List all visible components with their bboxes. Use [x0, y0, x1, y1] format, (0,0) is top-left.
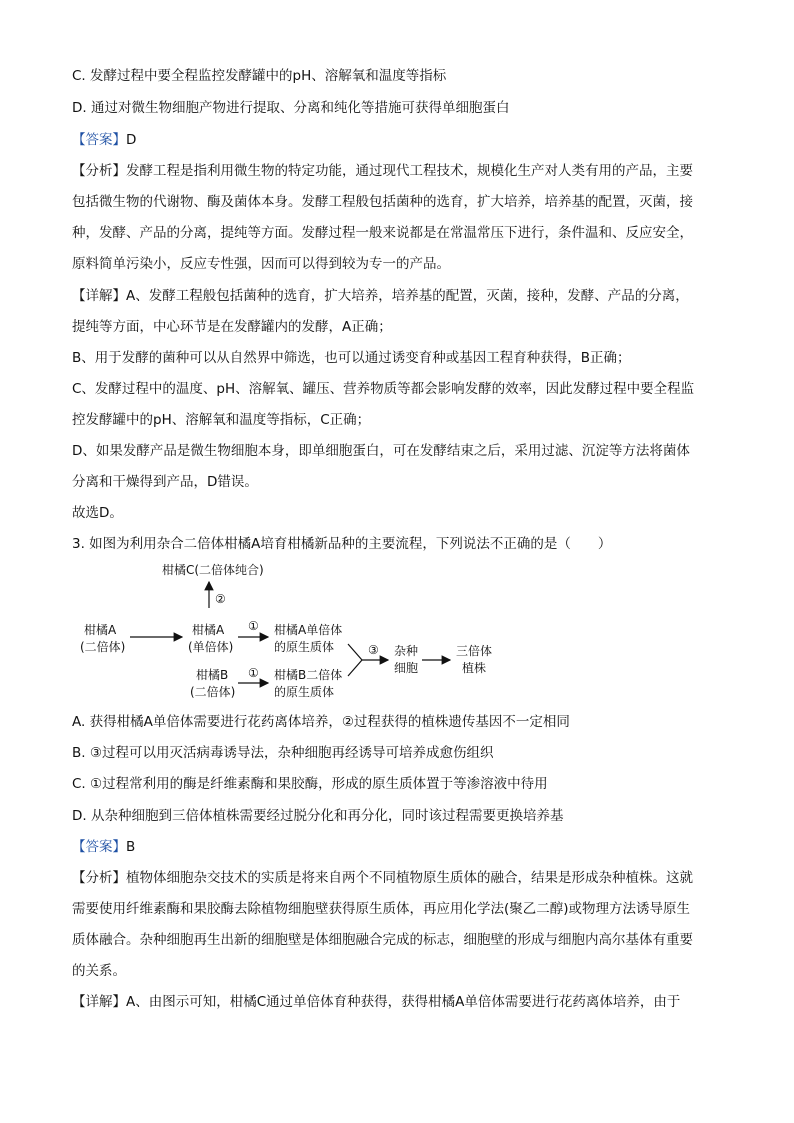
node-b-protoplast-line2: 的原生质体	[274, 685, 335, 699]
node-citrus-c: 柑橘C(二倍体纯合)	[162, 563, 264, 577]
analysis-line	[72, 161, 722, 181]
analysis-line	[72, 868, 722, 888]
fusion-bracket	[348, 644, 362, 676]
detail-line: 提纯等方面，中心环节是在发酵罐内的发酵，A正确；	[72, 319, 392, 335]
detail-line: D、如果发酵产品是微生物细胞本身，即单细胞蛋白，可在发酵结束之后，采用过滤、沉淀等方法将菌体	[72, 443, 690, 459]
conclusion-line: 故选D。	[72, 505, 123, 521]
node-b-protoplast-line1: 柑橘B二倍体	[274, 668, 343, 682]
option-a: A. 获得柑橘A单倍体需要进行花药离体培养，②过程获得的植株遗传基因不一定相同	[72, 714, 570, 730]
detail-line: C、发酵过程中的温度、pH、溶解氧、罐压、营养物质等都会影响发酵的效率，因此发酵过程中要全程监	[72, 381, 695, 397]
label-step-1-bottom: ①	[248, 666, 259, 680]
answer-tag: 【答案】	[72, 132, 126, 148]
node-citrus-b-line2: (二倍体)	[190, 685, 236, 699]
detail-text: A、发酵工程般包括菌种的选育，扩大培养，培养基的配置，灭菌，接种，发酵、产品的分离，	[126, 288, 689, 304]
label-step-2: ②	[215, 592, 226, 606]
analysis-tag: 【分析】	[72, 870, 126, 886]
analysis-line: 需要使用纤维素酶和果胶酶去除植物细胞壁获得原生质体，再应用化学法(聚乙二醇)或物理方法诱导原生	[72, 901, 691, 917]
detail-line	[72, 286, 722, 306]
analysis-text: 植物体细胞杂交技术的实质是将来自两个不同植物原生质体的融合，结果是形成杂种植株。这就	[126, 870, 693, 886]
answer-tag: 【答案】	[72, 839, 126, 855]
answer-value: B	[126, 839, 136, 855]
analysis-line: 质体融合。杂种细胞再生出新的细胞壁是体细胞融合完成的标志，细胞壁的形成与细胞内高尔基体有重要	[72, 932, 693, 948]
node-haploid-protoplast-line1: 柑橘A单倍体	[274, 623, 343, 637]
option-d-line: D. 通过对微生物细胞产物进行提取、分离和纯化等措施可获得单细胞蛋白	[72, 100, 510, 116]
analysis-line: 包括微生物的代谢物、酶及菌体本身。发酵工程般包括菌种的选育，扩大培养，培养基的配置，灭菌，接	[72, 194, 693, 210]
question-3: 3. 如图为利用杂合二倍体柑橘A培育柑橘新品种的主要流程，下列说法不正确的是（ ）	[72, 536, 612, 552]
analysis-line: 的关系。	[72, 963, 126, 979]
node-haploid-line1: 柑橘A	[192, 623, 225, 637]
detail-line	[72, 992, 722, 1012]
answer-line-2	[72, 837, 722, 857]
label-step-3: ③	[368, 643, 379, 657]
label-step-1-top: ①	[248, 619, 259, 633]
option-c-line: C. 发酵过程中要全程监控发酵罐中的pH、溶解氧和温度等指标	[72, 68, 447, 84]
answer-value: D	[126, 132, 137, 148]
analysis-line: 种，发酵、产品的分离，提纯等方面。发酵过程一般来说都是在常温常压下进行，条件温和、反应安全，	[72, 225, 693, 241]
flow-diagram	[70, 560, 530, 700]
detail-line: B、用于发酵的菌种可以从自然界中筛选，也可以通过诱变育种或基因工程育种获得，B正确；	[72, 350, 631, 366]
node-haploid-protoplast-line2: 的原生质体	[274, 640, 335, 654]
node-citrus-a-line2: (二倍体)	[80, 640, 126, 654]
node-hybrid-line1: 杂种	[394, 644, 419, 658]
analysis-tag: 【分析】	[72, 163, 126, 179]
detail-line: 分离和干燥得到产品，D错误。	[72, 474, 258, 490]
option-b: B. ③过程可以用灭活病毒诱导法，杂种细胞再经诱导可培养成愈伤组织	[72, 745, 494, 761]
answer-line-1	[72, 130, 722, 150]
node-citrus-b-line1: 柑橘B	[196, 668, 229, 682]
node-haploid-line2: (单倍体)	[188, 640, 234, 654]
node-citrus-a-line1: 柑橘A	[84, 623, 117, 637]
node-triploid-line1: 三倍体	[456, 644, 493, 658]
detail-text: A、由图示可知，柑橘C通过单倍体育种获得，获得柑橘A单倍体需要进行花药离体培养，由于	[126, 994, 681, 1010]
detail-line: 控发酵罐中的pH、溶解氧和温度等指标，C正确；	[72, 412, 371, 428]
detail-tag: 【详解】	[72, 994, 126, 1010]
detail-tag: 【详解】	[72, 288, 126, 304]
option-d: D. 从杂种细胞到三倍体植株需要经过脱分化和再分化，同时该过程需要更换培养基	[72, 808, 564, 824]
node-triploid-line2: 植株	[462, 661, 487, 675]
analysis-line: 原料简单污染小，反应专性强，因而可以得到较为专一的产品。	[72, 256, 450, 272]
analysis-text: 发酵工程是指利用微生物的特定功能，通过现代工程技术，规模化生产对人类有用的产品，主要	[126, 163, 693, 179]
option-c: C. ①过程常利用的酶是纤维素酶和果胶酶，形成的原生质体置于等渗溶液中待用	[72, 776, 548, 792]
node-hybrid-line2: 细胞	[394, 661, 419, 675]
